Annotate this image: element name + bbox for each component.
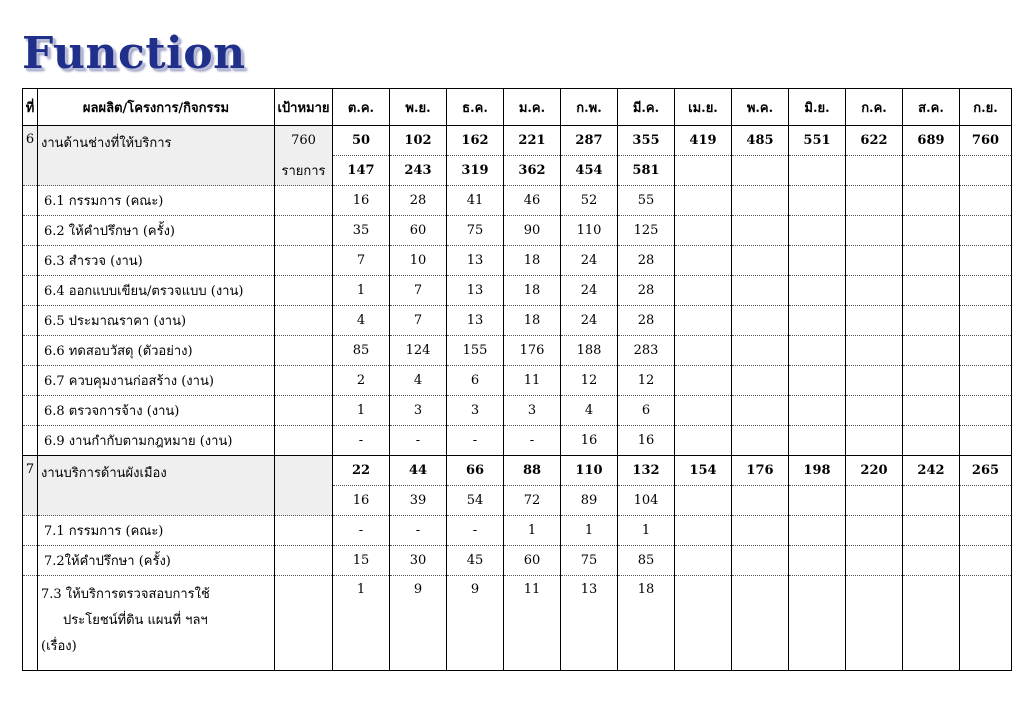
empty-cell xyxy=(789,306,846,336)
value-cell: 7 xyxy=(390,276,447,306)
empty-cell xyxy=(675,306,732,336)
value-cell: 24 xyxy=(561,276,618,306)
empty-cell xyxy=(846,336,903,366)
plan-cell: 485 xyxy=(732,126,789,156)
plan-cell: 551 xyxy=(789,126,846,156)
empty-cell xyxy=(960,516,1012,546)
value-cell: 11 xyxy=(504,366,561,396)
empty-cell xyxy=(23,246,38,276)
empty-cell xyxy=(23,216,38,246)
plan-cell: 221 xyxy=(504,126,561,156)
target-unit: รายการ xyxy=(275,156,333,186)
value-cell: 85 xyxy=(333,336,390,366)
value-cell: 16 xyxy=(561,426,618,456)
empty-cell xyxy=(732,366,789,396)
sub-row xyxy=(23,306,1012,336)
section-number: 7 xyxy=(23,456,38,516)
value-cell: 110 xyxy=(561,216,618,246)
value-cell: 4 xyxy=(333,306,390,336)
empty-cell xyxy=(23,366,38,396)
actual-cell: 319 xyxy=(447,156,504,186)
empty-cell xyxy=(846,576,903,671)
empty-cell xyxy=(903,276,960,306)
value-cell: 1 xyxy=(561,516,618,546)
empty-cell xyxy=(675,546,732,576)
empty-cell xyxy=(903,516,960,546)
value-cell: 28 xyxy=(618,306,675,336)
empty-cell xyxy=(732,336,789,366)
sub-row-label: 6.5 ประมาณราคา (งาน) xyxy=(38,306,275,336)
sub-row-label: 7.1 กรรมการ (คณะ) xyxy=(38,516,275,546)
target-value: 760 xyxy=(275,126,333,156)
actual-cell: 147 xyxy=(333,156,390,186)
empty-cell xyxy=(903,156,960,186)
sub-row xyxy=(23,396,1012,426)
empty-cell xyxy=(275,396,333,426)
value-cell: 176 xyxy=(504,336,561,366)
empty-cell xyxy=(675,246,732,276)
actual-cell: 362 xyxy=(504,156,561,186)
value-cell: 13 xyxy=(447,246,504,276)
value-cell: 41 xyxy=(447,186,504,216)
plan-cell: 44 xyxy=(390,456,447,486)
empty-cell xyxy=(960,366,1012,396)
empty-cell xyxy=(675,576,732,671)
value-cell: 1 xyxy=(618,516,675,546)
header-month: มี.ค. xyxy=(618,89,675,126)
empty-cell xyxy=(23,426,38,456)
value-cell: 45 xyxy=(447,546,504,576)
empty-cell xyxy=(275,336,333,366)
plan-cell: 132 xyxy=(618,456,675,486)
empty-cell xyxy=(903,336,960,366)
plan-cell: 287 xyxy=(561,126,618,156)
empty-cell xyxy=(960,246,1012,276)
value-cell: 16 xyxy=(333,186,390,216)
empty-cell xyxy=(275,216,333,246)
empty-cell xyxy=(960,336,1012,366)
actual-cell: 104 xyxy=(618,486,675,516)
empty-cell xyxy=(675,186,732,216)
value-cell: - xyxy=(504,426,561,456)
value-cell: 3 xyxy=(390,396,447,426)
value-cell: 155 xyxy=(447,336,504,366)
value-cell: 15 xyxy=(333,546,390,576)
empty-cell xyxy=(789,426,846,456)
empty-cell xyxy=(732,216,789,246)
plan-cell: 66 xyxy=(447,456,504,486)
empty-cell xyxy=(675,276,732,306)
empty-cell xyxy=(675,216,732,246)
empty-cell xyxy=(23,306,38,336)
value-cell: 6 xyxy=(618,396,675,426)
value-cell: 30 xyxy=(390,546,447,576)
empty-cell xyxy=(846,486,903,516)
header-item: ผลผลิต/โครงการ/กิจกรรม xyxy=(38,89,275,126)
value-cell: 16 xyxy=(618,426,675,456)
value-cell: 75 xyxy=(447,216,504,246)
value-cell: 24 xyxy=(561,306,618,336)
empty-cell xyxy=(675,366,732,396)
empty-cell xyxy=(732,516,789,546)
empty-cell xyxy=(960,396,1012,426)
header-month: ก.ค. xyxy=(846,89,903,126)
actual-cell: 54 xyxy=(447,486,504,516)
sub-row xyxy=(23,336,1012,366)
empty-cell xyxy=(789,576,846,671)
value-cell: - xyxy=(333,426,390,456)
section-7-subrows xyxy=(23,516,1012,576)
empty-cell xyxy=(732,426,789,456)
header-month: ส.ค. xyxy=(903,89,960,126)
section-6-subrows xyxy=(23,186,1012,456)
section-6-plan-row xyxy=(23,126,1012,156)
plan-cell: 198 xyxy=(789,456,846,486)
header-month: ก.ย. xyxy=(960,89,1012,126)
actual-cell: 72 xyxy=(504,486,561,516)
sub-row-label: 6.9 งานกำกับตามกฎหมาย (งาน) xyxy=(38,426,275,456)
target-cell xyxy=(275,456,333,516)
value-cell: - xyxy=(333,516,390,546)
value-cell: - xyxy=(390,426,447,456)
value-cell: 10 xyxy=(390,246,447,276)
sub-row xyxy=(23,216,1012,246)
empty-cell xyxy=(23,516,38,546)
empty-cell xyxy=(23,336,38,366)
header-month: พ.ย. xyxy=(390,89,447,126)
plan-cell: 88 xyxy=(504,456,561,486)
row-7-3 xyxy=(23,576,1012,671)
empty-cell xyxy=(275,246,333,276)
value-cell: 1 xyxy=(333,276,390,306)
empty-cell xyxy=(903,366,960,396)
empty-cell xyxy=(846,246,903,276)
value-cell: 9 xyxy=(390,576,447,671)
empty-cell xyxy=(732,276,789,306)
empty-cell xyxy=(960,276,1012,306)
empty-cell xyxy=(846,306,903,336)
empty-cell xyxy=(903,576,960,671)
value-cell: 18 xyxy=(504,306,561,336)
header-month: ก.พ. xyxy=(561,89,618,126)
empty-cell xyxy=(732,546,789,576)
value-cell: 13 xyxy=(447,306,504,336)
row-7-3-label xyxy=(38,576,275,671)
row-7-3-line3: (เรื่อง) xyxy=(41,639,77,654)
empty-cell xyxy=(789,546,846,576)
empty-cell xyxy=(675,426,732,456)
value-cell: 3 xyxy=(504,396,561,426)
plan-cell: 154 xyxy=(675,456,732,486)
row-7-3-line2: ประโยชน์ที่ดิน แผนที่ ฯลฯ xyxy=(63,613,208,628)
empty-cell xyxy=(960,156,1012,186)
value-cell: 46 xyxy=(504,186,561,216)
plan-cell: 50 xyxy=(333,126,390,156)
empty-cell xyxy=(675,336,732,366)
actual-cell: 581 xyxy=(618,156,675,186)
empty-cell xyxy=(275,546,333,576)
plan-cell: 622 xyxy=(846,126,903,156)
value-cell: 7 xyxy=(333,246,390,276)
empty-cell xyxy=(903,426,960,456)
empty-cell xyxy=(732,576,789,671)
section-name: งานบริการด้านผังเมือง xyxy=(38,456,275,516)
sub-row-label: 6.2 ให้คำปรึกษา (ครั้ง) xyxy=(38,216,275,246)
value-cell: 18 xyxy=(504,276,561,306)
empty-cell xyxy=(789,396,846,426)
plan-cell: 760 xyxy=(960,126,1012,156)
header-month: มิ.ย. xyxy=(789,89,846,126)
value-cell: 283 xyxy=(618,336,675,366)
sub-row-label: 6.4 ออกแบบเขียน/ตรวจแบบ (งาน) xyxy=(38,276,275,306)
plan-cell: 242 xyxy=(903,456,960,486)
value-cell: 1 xyxy=(333,576,390,671)
value-cell: 188 xyxy=(561,336,618,366)
empty-cell xyxy=(23,396,38,426)
empty-cell xyxy=(789,156,846,186)
plan-cell: 355 xyxy=(618,126,675,156)
function-table xyxy=(22,88,1012,671)
header-target: เป้าหมาย xyxy=(275,89,333,126)
plan-cell: 102 xyxy=(390,126,447,156)
empty-cell xyxy=(789,186,846,216)
empty-cell xyxy=(23,576,38,671)
value-cell: 9 xyxy=(447,576,504,671)
value-cell: 18 xyxy=(504,246,561,276)
value-cell: 3 xyxy=(447,396,504,426)
value-cell: - xyxy=(390,516,447,546)
empty-cell xyxy=(789,216,846,246)
actual-cell: 454 xyxy=(561,156,618,186)
value-cell: 6 xyxy=(447,366,504,396)
value-cell: 35 xyxy=(333,216,390,246)
empty-cell xyxy=(960,486,1012,516)
empty-cell xyxy=(275,276,333,306)
value-cell: 124 xyxy=(390,336,447,366)
header-month: เม.ย. xyxy=(675,89,732,126)
value-cell: 90 xyxy=(504,216,561,246)
value-cell: 13 xyxy=(561,576,618,671)
plan-cell: 110 xyxy=(561,456,618,486)
header-month: พ.ค. xyxy=(732,89,789,126)
value-cell: 85 xyxy=(618,546,675,576)
sub-row-label: 7.2ให้คำปรึกษา (ครั้ง) xyxy=(38,546,275,576)
sub-row xyxy=(23,426,1012,456)
value-cell: 7 xyxy=(390,306,447,336)
empty-cell xyxy=(275,426,333,456)
empty-cell xyxy=(903,216,960,246)
empty-cell xyxy=(23,276,38,306)
empty-cell xyxy=(675,486,732,516)
section-7-plan-row xyxy=(23,456,1012,486)
empty-cell xyxy=(275,306,333,336)
value-cell: 1 xyxy=(333,396,390,426)
sub-row-label: 6.1 กรรมการ (คณะ) xyxy=(38,186,275,216)
plan-cell: 162 xyxy=(447,126,504,156)
empty-cell xyxy=(732,246,789,276)
header-month: ธ.ค. xyxy=(447,89,504,126)
empty-cell xyxy=(675,396,732,426)
value-cell: 125 xyxy=(618,216,675,246)
empty-cell xyxy=(275,366,333,396)
empty-cell xyxy=(732,306,789,336)
empty-cell xyxy=(846,396,903,426)
empty-cell xyxy=(960,546,1012,576)
value-cell: 12 xyxy=(561,366,618,396)
header-no: ที่ xyxy=(23,89,38,126)
empty-cell xyxy=(789,246,846,276)
empty-cell xyxy=(960,186,1012,216)
actual-cell: 243 xyxy=(390,156,447,186)
empty-cell xyxy=(789,336,846,366)
sub-row-label: 6.8 ตรวจการจ้าง (งาน) xyxy=(38,396,275,426)
plan-cell: 265 xyxy=(960,456,1012,486)
value-cell: 28 xyxy=(618,246,675,276)
value-cell: 11 xyxy=(504,576,561,671)
empty-cell xyxy=(846,366,903,396)
header-month: ม.ค. xyxy=(504,89,561,126)
empty-cell xyxy=(789,516,846,546)
value-cell: 2 xyxy=(333,366,390,396)
sub-row-label: 6.3 สำรวจ (งาน) xyxy=(38,246,275,276)
plan-cell: 689 xyxy=(903,126,960,156)
value-cell: 28 xyxy=(618,276,675,306)
value-cell: 18 xyxy=(618,576,675,671)
value-cell: 1 xyxy=(504,516,561,546)
empty-cell xyxy=(732,156,789,186)
value-cell: 60 xyxy=(390,216,447,246)
empty-cell xyxy=(23,546,38,576)
empty-cell xyxy=(903,246,960,276)
value-cell: 4 xyxy=(561,396,618,426)
empty-cell xyxy=(275,186,333,216)
empty-cell xyxy=(903,186,960,216)
sub-row xyxy=(23,246,1012,276)
value-cell: 75 xyxy=(561,546,618,576)
value-cell: 12 xyxy=(618,366,675,396)
empty-cell xyxy=(846,186,903,216)
empty-cell xyxy=(960,426,1012,456)
section-name: งานด้านช่างที่ให้บริการ xyxy=(38,126,275,186)
sub-row xyxy=(23,276,1012,306)
empty-cell xyxy=(960,216,1012,246)
plan-cell: 176 xyxy=(732,456,789,486)
header-row xyxy=(23,89,1012,126)
value-cell: - xyxy=(447,516,504,546)
empty-cell xyxy=(846,516,903,546)
actual-cell: 16 xyxy=(333,486,390,516)
sub-row-label: 6.6 ทดสอบวัสดุ (ตัวอย่าง) xyxy=(38,336,275,366)
actual-cell: 39 xyxy=(390,486,447,516)
empty-cell xyxy=(960,576,1012,671)
value-cell: 28 xyxy=(390,186,447,216)
empty-cell xyxy=(732,396,789,426)
empty-cell xyxy=(846,216,903,246)
empty-cell xyxy=(23,186,38,216)
plan-cell: 419 xyxy=(675,126,732,156)
empty-cell xyxy=(903,396,960,426)
empty-cell xyxy=(732,186,789,216)
value-cell: 4 xyxy=(390,366,447,396)
actual-cell: 89 xyxy=(561,486,618,516)
empty-cell xyxy=(275,516,333,546)
sub-row xyxy=(23,186,1012,216)
empty-cell xyxy=(903,306,960,336)
sub-row xyxy=(23,366,1012,396)
empty-cell xyxy=(732,486,789,516)
value-cell: 52 xyxy=(561,186,618,216)
value-cell: 60 xyxy=(504,546,561,576)
page-title: Function xyxy=(22,28,246,79)
empty-cell xyxy=(789,366,846,396)
empty-cell xyxy=(789,276,846,306)
empty-cell xyxy=(275,576,333,671)
sub-row xyxy=(23,516,1012,546)
empty-cell xyxy=(903,546,960,576)
header-month: ต.ค. xyxy=(333,89,390,126)
empty-cell xyxy=(903,486,960,516)
value-cell: 24 xyxy=(561,246,618,276)
empty-cell xyxy=(846,546,903,576)
empty-cell xyxy=(960,306,1012,336)
empty-cell xyxy=(846,426,903,456)
empty-cell xyxy=(675,156,732,186)
plan-cell: 220 xyxy=(846,456,903,486)
empty-cell xyxy=(846,156,903,186)
row-7-3-line1: 7.3 ให้บริการตรวจสอบการใช้ xyxy=(41,587,210,602)
value-cell: 13 xyxy=(447,276,504,306)
empty-cell xyxy=(675,516,732,546)
plan-cell: 22 xyxy=(333,456,390,486)
section-number: 6 xyxy=(23,126,38,186)
sub-row-label: 6.7 ควบคุมงานก่อสร้าง (งาน) xyxy=(38,366,275,396)
empty-cell xyxy=(789,486,846,516)
empty-cell xyxy=(846,276,903,306)
sub-row xyxy=(23,546,1012,576)
value-cell: - xyxy=(447,426,504,456)
value-cell: 55 xyxy=(618,186,675,216)
